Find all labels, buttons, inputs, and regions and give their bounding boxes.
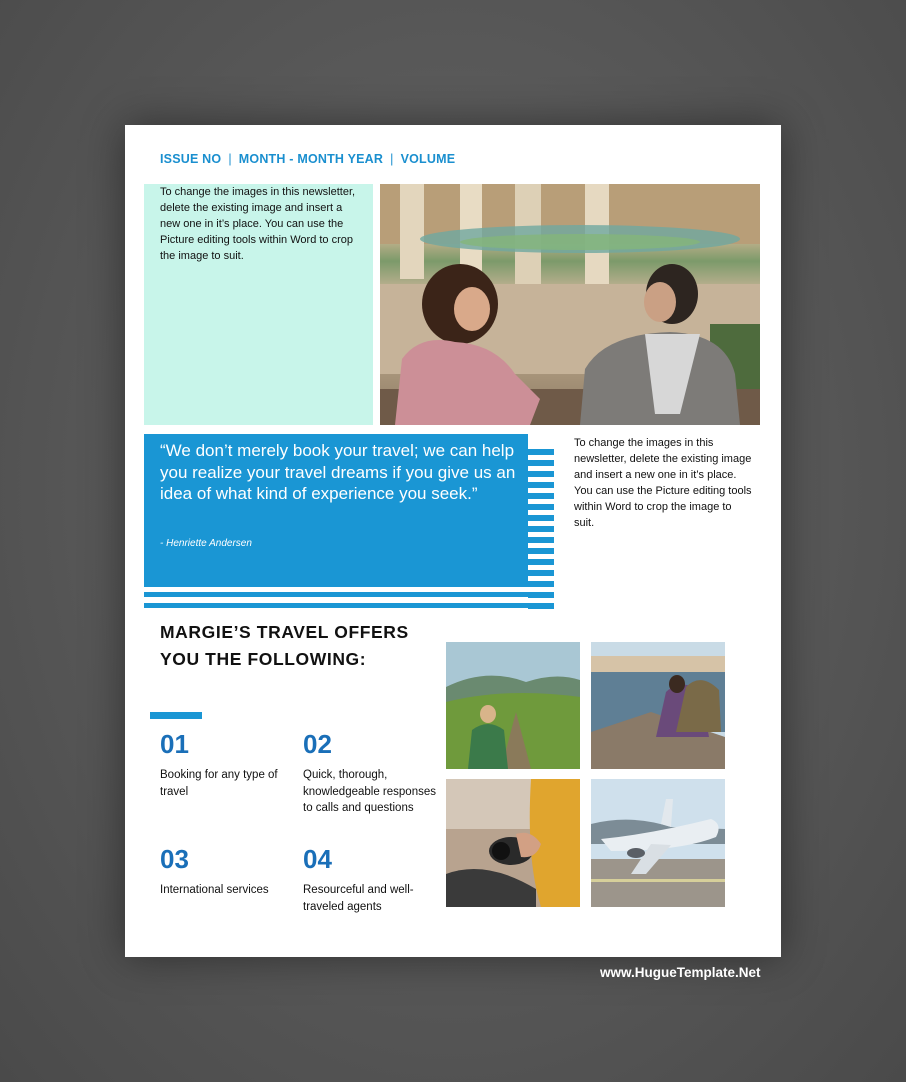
- offer-text: Quick, thorough, knowledgeable responses to calls and questions: [303, 769, 436, 814]
- accent-bar: [150, 712, 202, 719]
- issue-number: ISSUE NO: [160, 152, 222, 166]
- divider-bar: [144, 592, 554, 597]
- offer-number: 04: [303, 844, 332, 874]
- airplane-runway-photo: [591, 779, 725, 907]
- divider-bar: [144, 603, 554, 608]
- seaside-couple-photo: [591, 642, 725, 769]
- issue-date: MONTH - MONTH YEAR: [238, 152, 384, 166]
- offer-number: 02: [303, 729, 332, 759]
- offer-text: Booking for any type of travel: [160, 769, 278, 798]
- side-text: To change the images in this newsletter, delete the existing image and insert a new one in it’s place. You can use the Picture editing tools within Word to crop the image to suit.: [574, 437, 752, 529]
- offer-text: Resourceful and well-traveled agents: [303, 884, 414, 913]
- offer-text: International services: [160, 884, 269, 896]
- quote-text: “We don’t merely book your travel; we can help you realize your travel dreams if you give us an idea of what kind of experience you seek.”: [160, 441, 516, 503]
- offers-title: MARGIE’S TRAVEL OFFERS YOU THE FOLLOWING:: [160, 622, 409, 669]
- header-separator: |: [228, 152, 232, 166]
- intro-text: To change the images in this newsletter, delete the existing image and insert a new one in it’s place. You can use the Picture editing tools within Word to crop the image to suit.: [160, 186, 356, 262]
- quote-author: - Henriette Andersen: [160, 538, 252, 549]
- quote-box: [144, 434, 528, 587]
- offer-item: [160, 844, 295, 899]
- quote-block: [144, 434, 554, 612]
- photographer-camera-photo: [446, 779, 580, 907]
- couple-sightseeing-photo: [380, 184, 760, 425]
- header-separator: |: [390, 152, 394, 166]
- decorative-stripes: [528, 449, 554, 612]
- offer-item: [160, 729, 295, 800]
- offer-number: 01: [160, 729, 189, 759]
- newsletter-page: [125, 125, 781, 957]
- intro-text-panel: [144, 184, 373, 425]
- offer-item: [303, 729, 438, 817]
- footer-website: www.HugueTemplate.Net: [600, 965, 761, 980]
- offer-number: 03: [160, 844, 189, 874]
- issue-volume: VOLUME: [400, 152, 456, 166]
- offer-item: [303, 844, 438, 915]
- issue-header: [160, 152, 455, 166]
- hiker-mountain-photo: [446, 642, 580, 769]
